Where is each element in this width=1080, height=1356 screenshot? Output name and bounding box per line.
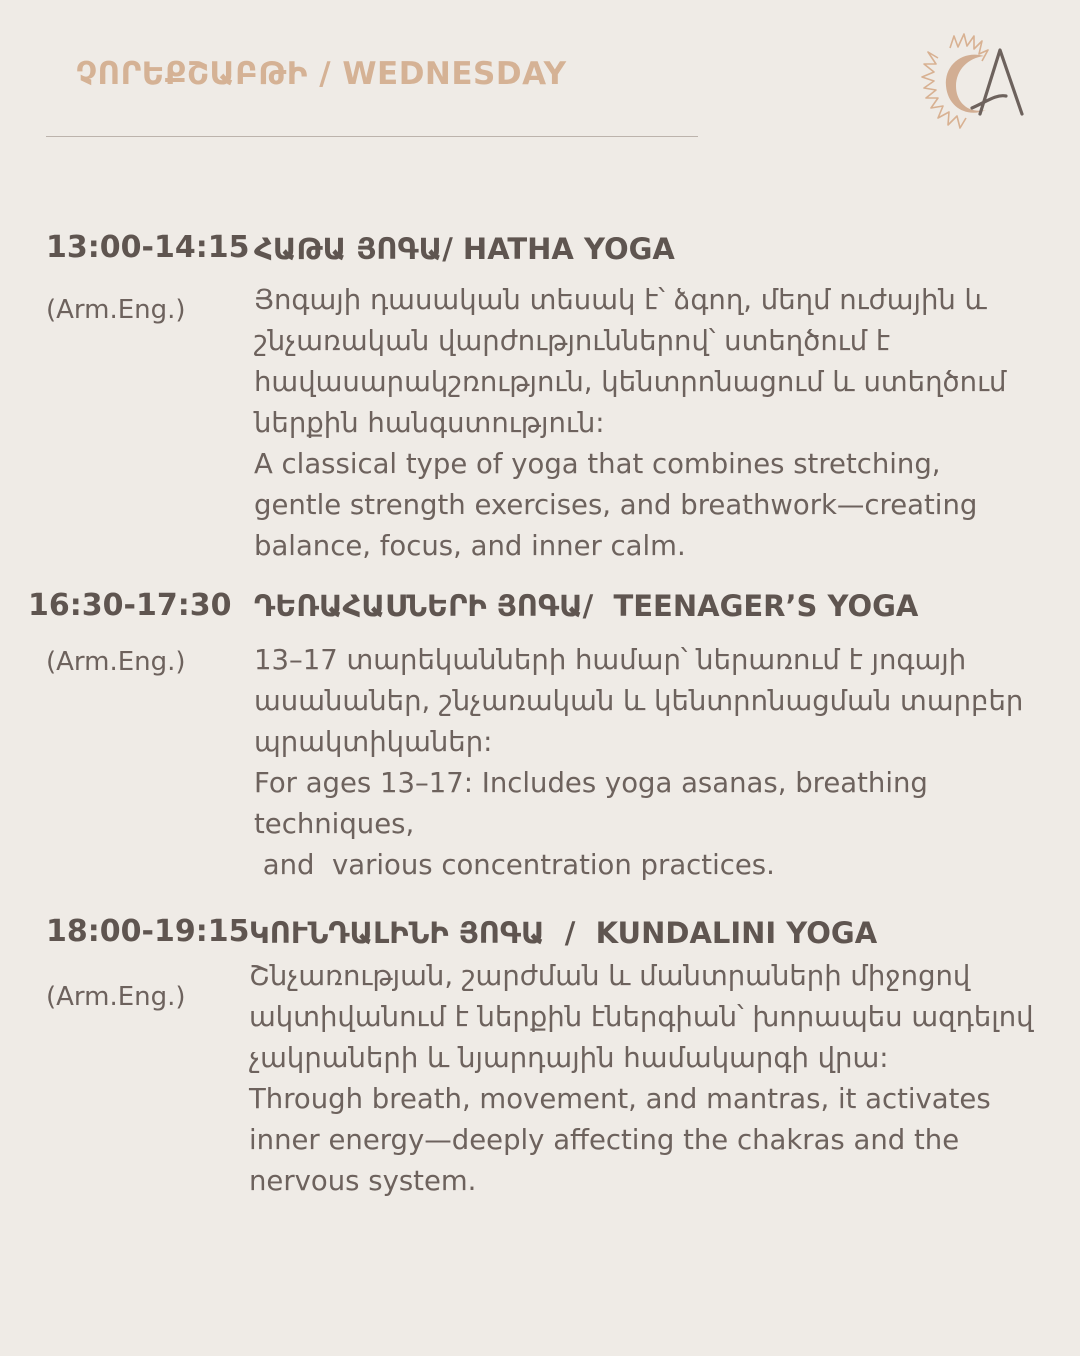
class-title: ՀԱԹԱ ՅՈԳԱ/ HATHA YOGA [254, 232, 675, 266]
page-title: ՉՈՐԵՔՇԱԲԹԻ / WEDNESDAY [76, 56, 567, 92]
description-line: 13–17 տարեկանների համար՝ ներառում է յոգայի [254, 644, 967, 676]
description-line: balance, focus, and inner calm. [254, 530, 686, 562]
description-line: ակտիվանում է ներքին էներգիան՝ խորապես ազդելով [249, 1001, 1034, 1033]
class-time: 13:00-14:15 [46, 230, 250, 265]
class-time: 18:00-19:15 [46, 914, 250, 949]
class-title: ԿՈՒՆԴԱԼԻՆԻ ՅՈԳԱ / KUNDALINI YOGA [249, 916, 878, 950]
class-language: (Arm.Eng.) [46, 647, 186, 677]
description-line: հավասարակշռություն, կենտրոնացում և ստեղծում [254, 366, 1007, 398]
description-line: ասանաներ, շնչառական և կենտրոնացման տարբեր [254, 685, 1024, 717]
description-line: and various concentration practices. [254, 849, 775, 881]
description-line: ներքին հանգստություն: [254, 407, 605, 439]
description-line: For ages 13–17: Includes yoga asanas, breathing [254, 767, 928, 799]
description-line: gentle strength exercises, and breathwork—creating [254, 489, 978, 521]
description-line: inner energy—deeply affecting the chakras and the [249, 1124, 960, 1156]
description-line: techniques, [254, 808, 415, 840]
class-title: ԴԵՌԱՀԱՍՆԵՐԻ ՅՈԳԱ/ TEENAGER’S YOGA [254, 589, 919, 623]
sun-moon-logo-icon [916, 30, 1032, 134]
description-line: չակրաների և նյարդային համակարգի վրա: [249, 1042, 889, 1074]
class-description [249, 956, 1034, 1202]
description-line: nervous system. [249, 1165, 477, 1197]
class-description [254, 280, 1006, 567]
class-description [254, 640, 1023, 886]
description-line: շնչառական վարժություններով՝ ստեղծում է [254, 325, 891, 357]
description-line: Յոգայի դասական տեսակ է՝ ձգող, մեղմ ուժային և [254, 284, 987, 316]
description-line: պրակտիկաներ: [254, 726, 493, 758]
class-time: 16:30-17:30 [28, 588, 232, 623]
description-line: A classical type of yoga that combines stretching, [254, 448, 941, 480]
header-divider [46, 136, 698, 137]
description-line: Շնչառության, շարժման և մանտրաների միջոցով [249, 960, 971, 992]
description-line: Through breath, movement, and mantras, it activates [249, 1083, 991, 1115]
class-language: (Arm.Eng.) [46, 982, 186, 1012]
letter-a [972, 50, 1022, 114]
class-language: (Arm.Eng.) [46, 295, 186, 325]
